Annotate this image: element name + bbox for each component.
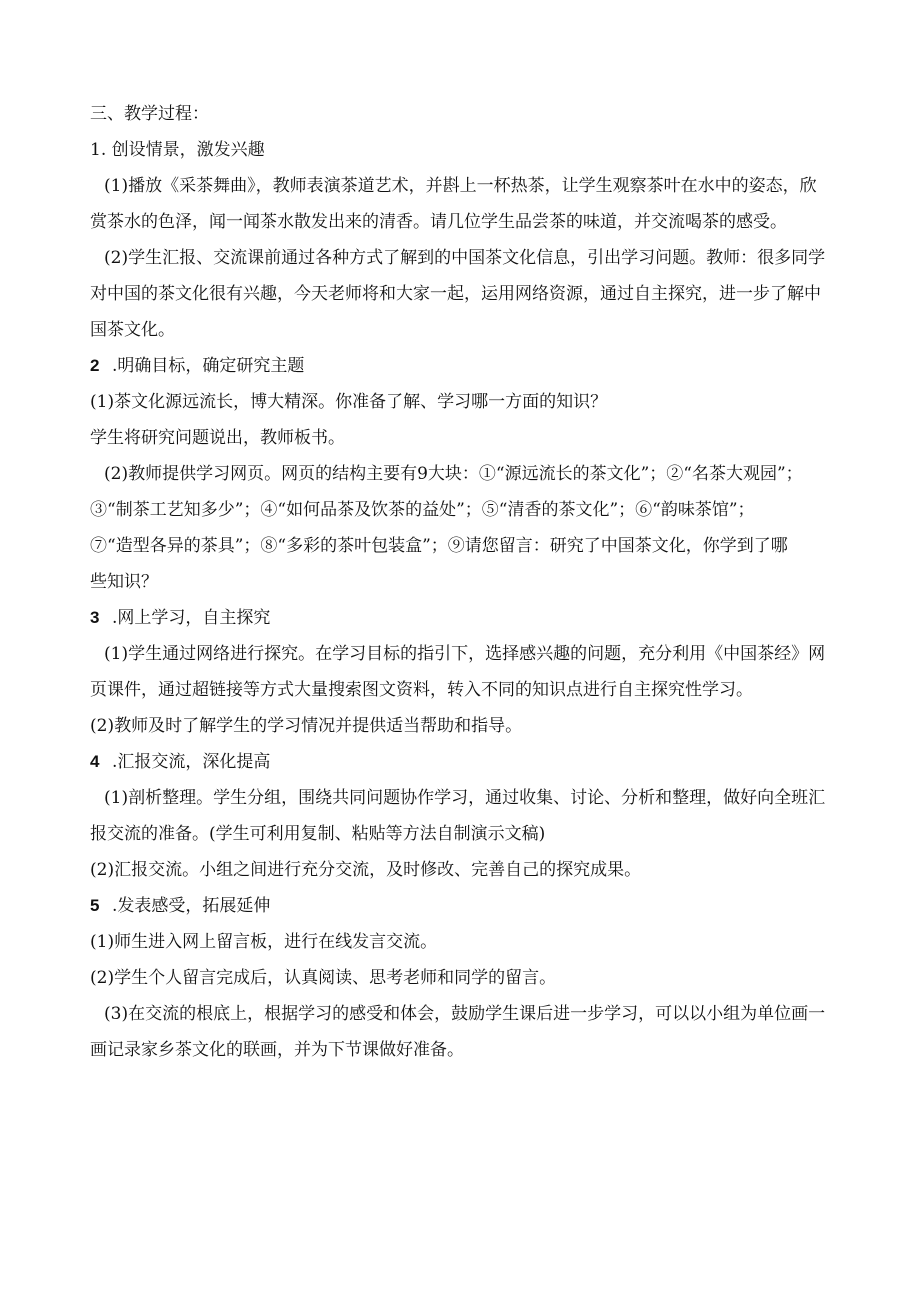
paragraph-line: ⑦“造型各异的茶具”；⑧“多彩的茶叶包装盒”；⑨请您留言：研究了中国茶文化，你学到了哪 xyxy=(90,536,788,556)
section-number: 5 xyxy=(90,896,100,915)
paragraph-line: 对中国的茶文化很有兴趣，今天老师将和大家一起，运用网络资源，通过自主探究，进一步了解中 xyxy=(90,284,821,304)
section-title-text: .明确目标，确定研究主题 xyxy=(112,356,305,376)
section-5-title xyxy=(90,888,850,924)
paragraph-line: (2)汇报交流。小组之间进行充分交流，及时修改、完善自己的探究成果。 xyxy=(90,860,642,880)
paragraph-line: (2)学生汇报、交流课前通过各种方式了解到的中国茶文化信息，引出学习问题。教师：很多同学 xyxy=(104,248,826,268)
section-number: 4 xyxy=(90,752,100,771)
section-number: 2 xyxy=(90,356,100,375)
paragraph-line: (3)在交流的根底上，根据学习的感受和体会，鼓励学生课后进一步学习，可以以小组为单位画一 xyxy=(104,1004,826,1024)
section-3-title xyxy=(90,600,850,636)
paragraph-line: 报交流的准备。(学生可利用复制、粘贴等方法自制演示文稿) xyxy=(90,824,546,844)
paragraph-line: (1)学生通过网络进行探究。在学习目标的指引下，选择感兴趣的问题，充分利用《中国茶经》网 xyxy=(104,644,826,664)
section-heading: 三、教学过程： xyxy=(90,104,209,124)
paragraph-line: 学生将研究问题说出，教师板书。 xyxy=(90,428,345,448)
document-page xyxy=(90,96,850,1068)
paragraph-line: (1)茶文化源远流长，博大精深。你准备了解、学习哪一方面的知识？ xyxy=(90,392,608,412)
paragraph-line: (1)播放《采茶舞曲》，教师表演茶道艺术，并斟上一杯热茶，让学生观察茶叶在水中的姿态，欣 xyxy=(104,176,817,196)
paragraph-line: (1)师生进入网上留言板，进行在线发言交流。 xyxy=(90,932,438,952)
paragraph-line: (2)教师提供学习网页。网页的结构主要有9大块：①“源远流长的茶文化”；②“名茶大观园”； xyxy=(104,464,803,484)
section-1-title: 1. 创设情景，激发兴趣 xyxy=(90,140,265,160)
paragraph-line: 些知识？ xyxy=(90,572,158,592)
paragraph-line: 画记录家乡茶文化的联画，并为下节课做好准备。 xyxy=(90,1040,464,1060)
section-4-title xyxy=(90,744,850,780)
paragraph-line: 页课件，通过超链接等方式大量搜索图文资料，转入不同的知识点进行自主探究性学习。 xyxy=(90,680,753,700)
paragraph-line: (1)剖析整理。学生分组，围绕共同问题协作学习，通过收集、讨论、分析和整理，做好向全班汇 xyxy=(104,788,826,808)
paragraph-line: 赏茶水的色泽，闻一闻茶水散发出来的清香。请几位学生品尝茶的味道，并交流喝茶的感受。 xyxy=(90,212,787,232)
paragraph-line: ③“制茶工艺知多少”；④“如何品茶及饮茶的益处”；⑤“清香的茶文化”；⑥“韵味茶馆”； xyxy=(90,500,755,520)
section-2-title xyxy=(90,348,850,384)
paragraph-line: (2)教师及时了解学生的学习情况并提供适当帮助和指导。 xyxy=(90,716,523,736)
paragraph-line: 国茶文化。 xyxy=(90,320,175,340)
section-number: 3 xyxy=(90,608,100,627)
paragraph-line: (2)学生个人留言完成后，认真阅读、思考老师和同学的留言。 xyxy=(90,968,557,988)
section-title-text: .网上学习，自主探究 xyxy=(112,608,271,628)
section-title-text: .汇报交流，深化提高 xyxy=(112,752,271,772)
section-title-text: .发表感受，拓展延伸 xyxy=(112,896,271,916)
